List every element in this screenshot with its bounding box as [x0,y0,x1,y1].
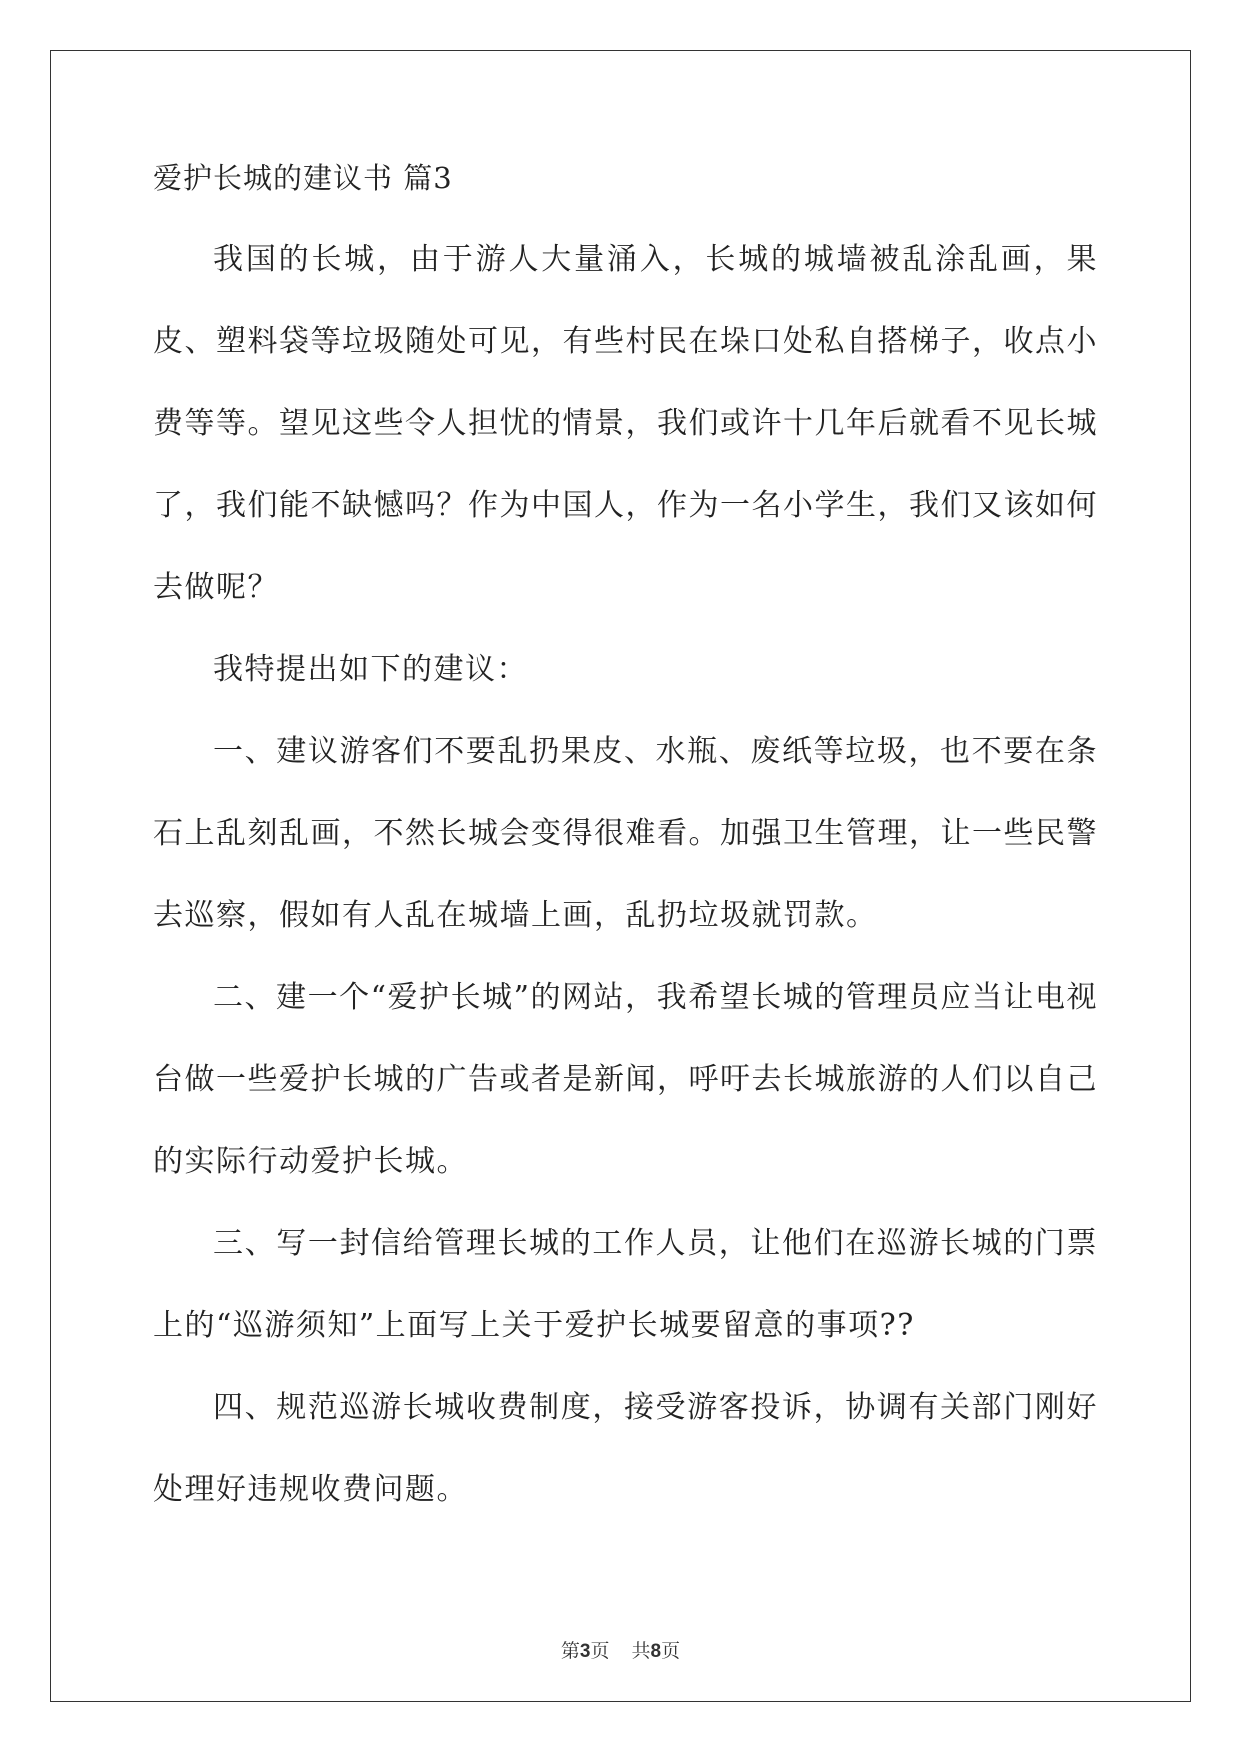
paragraph-suggestion-4: 四、规范巡游长城收费制度，接受游客投诉，协调有关部门刚好处理好违规收费问题。 [153,1390,1098,1507]
current-page-number: 3 [579,1641,591,1662]
paragraph-suggestion-1: 一、建议游客们不要乱扔果皮、水瓶、废纸等垃圾，也不要在条石上乱刻乱画，不然长城会变得很难看。加强卫生管理，让一些民警去巡察，假如有人乱在城墙上画，乱扔垃圾就罚款。 [153,734,1098,933]
paragraph-suggestion-3: 三、写一封信给管理长城的工作人员，让他们在巡游长城的门票上的“巡游须知”上面写上关于爱护长城要留意的事项?? [153,1226,1098,1343]
document-title: 爱护长城的建议书 篇3 [153,161,453,195]
footer-total-unit: 页 [661,1640,681,1662]
footer-page-unit: 页 [590,1640,610,1662]
footer-total-prefix: 共 [631,1640,651,1662]
paragraph-suggestion-2: 二、建一个“爱护长城”的网站，我希望长城的管理员应当让电视台做一些爱护长城的广告或者是新闻，呼吁去长城旅游的人们以自己的实际行动爱护长城。 [153,980,1098,1179]
document-body [153,160,1098,1531]
paragraph-intro: 我国的长城，由于游人大量涌入，长城的城墙被乱涂乱画，果皮、塑料袋等垃圾随处可见，有些村民在垛口处私自搭梯子，收点小费等等。望见这些令人担忧的情景，我们或许十几年后就看不见长城了，我们能不缺憾吗？作为中国人，作为一名小学生，我们又该如何去做呢？ [153,242,1098,605]
page-footer [0,1636,1241,1663]
total-pages-number: 8 [650,1641,662,1662]
footer-prefix: 第 [560,1640,580,1662]
paragraph-proposal-lead: 我特提出如下的建议： [213,652,528,687]
